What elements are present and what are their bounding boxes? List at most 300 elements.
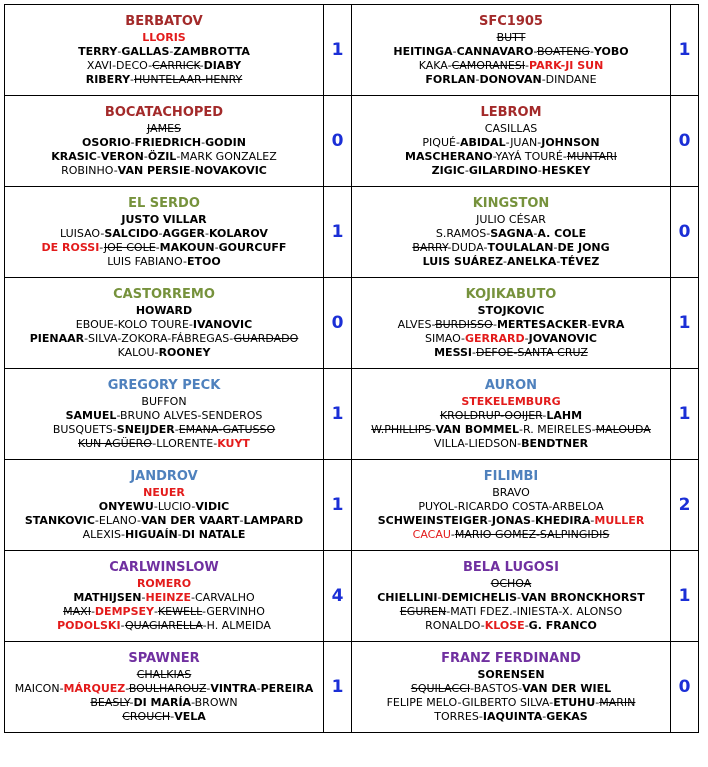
lineup-line	[5, 710, 323, 724]
team-name: CASTORREMO	[113, 287, 215, 302]
separator: -	[239, 514, 244, 527]
separator: -	[492, 150, 496, 163]
separator: -	[478, 710, 483, 723]
player-name: VIDIC	[195, 500, 230, 513]
player-name: MATI FDEZ.	[450, 605, 513, 618]
lineup-line	[5, 318, 323, 332]
player-name: CAMORANESI	[451, 59, 526, 72]
separator: -	[595, 696, 600, 709]
team-name: BOCATACHOPED	[104, 105, 224, 120]
team-name: KINGSTON	[472, 196, 550, 211]
lineup-line	[352, 605, 670, 619]
team-score: 1	[324, 5, 352, 96]
player-name: ELANO	[98, 514, 137, 527]
separator: -	[229, 332, 234, 345]
lineup-line	[5, 605, 323, 619]
separator: -	[530, 514, 535, 527]
lineup-line	[352, 710, 670, 724]
player-name: TOULALAN	[487, 241, 554, 254]
player-name: DE ROSSI	[41, 241, 100, 254]
player-name: BRUNO ALVES	[120, 409, 198, 422]
player-name: ALEXIS	[82, 528, 122, 541]
team-name: SPAWNER	[128, 651, 200, 666]
player-name: BUFFON	[141, 395, 187, 408]
player-name: SENDEROS	[201, 409, 263, 422]
team-lineup-cell	[5, 551, 324, 642]
team-score: 1	[324, 642, 352, 733]
separator: -	[158, 227, 163, 240]
separator: -	[153, 500, 158, 513]
player-name: PARK-JI SUN	[529, 59, 604, 72]
team-score: 0	[671, 96, 699, 187]
separator: -	[155, 241, 160, 254]
team-lineup-cell	[352, 187, 671, 278]
player-name: SILVA	[88, 332, 118, 345]
separator: -	[191, 500, 196, 513]
separator: -	[505, 136, 511, 149]
player-name: BRAVO	[492, 486, 530, 499]
player-name: CROUCH	[122, 710, 171, 723]
separator: -	[446, 605, 451, 618]
separator: -	[524, 619, 529, 632]
team-lineup-cell	[5, 96, 324, 187]
separator: -	[167, 332, 172, 345]
lineup-line	[5, 241, 323, 255]
player-name: LAMPARD	[243, 514, 304, 527]
team-score: 1	[671, 5, 699, 96]
team-lineup-cell	[352, 551, 671, 642]
player-name: MAICON	[14, 682, 60, 695]
player-name: KROLDRUP	[439, 409, 501, 422]
lineup-line	[5, 255, 323, 269]
separator: -	[524, 332, 529, 345]
player-name: DEMPSEY	[94, 605, 154, 618]
player-name: ANELKA	[507, 255, 557, 268]
separator: -	[90, 605, 95, 618]
player-name: DIABY	[203, 59, 242, 72]
player-name: DONOVAN	[479, 73, 542, 86]
player-name: OSORIO	[82, 136, 131, 149]
separator: -	[486, 227, 491, 240]
separator: -	[206, 682, 211, 695]
player-name: HENRY	[205, 73, 243, 86]
team-lineup-cell	[352, 278, 671, 369]
lineup-line	[352, 591, 670, 605]
separator: -	[191, 591, 195, 604]
player-name: HESKEY	[541, 164, 591, 177]
separator: -	[130, 136, 135, 149]
player-name: LUCIO	[157, 500, 192, 513]
player-name: SORENSEN	[477, 668, 545, 681]
player-name: GATUSSO	[222, 423, 276, 436]
player-name: MATHIJSEN	[73, 591, 142, 604]
lineup-line	[5, 213, 323, 227]
player-name: BOULHAROUZ	[128, 682, 207, 695]
player-name: GEKAS	[546, 710, 588, 723]
player-name: KOLO TOURE	[117, 318, 189, 331]
player-name: MÁRQUEZ	[63, 682, 126, 695]
player-name: HIGUAÍN	[125, 528, 178, 541]
team-lineup-cell	[5, 642, 324, 733]
team-name: JANDROV	[130, 469, 198, 484]
separator: -	[201, 136, 206, 149]
player-name: ÖZIL	[147, 150, 177, 163]
player-name: VELA	[174, 710, 206, 723]
player-name: SNEIJDER	[116, 423, 175, 436]
separator: -	[59, 682, 64, 695]
team-score: 1	[324, 460, 352, 551]
player-name: MASCHERANO	[405, 150, 493, 163]
player-name: VINTRA	[210, 682, 257, 695]
player-name: LUIS SUÁREZ	[422, 255, 504, 268]
lineup-line	[352, 486, 670, 500]
separator: -	[483, 241, 488, 254]
player-name: LLORENTE	[156, 437, 214, 450]
separator: -	[170, 710, 175, 723]
player-name: SALCIDO	[104, 227, 159, 240]
player-name: ABIDAL	[459, 136, 506, 149]
player-name: CANNAVARO	[456, 45, 534, 58]
player-name: MAXI	[63, 605, 91, 618]
player-name: BUSQUETS	[52, 423, 113, 436]
lineup-line	[5, 577, 323, 591]
player-name: RONALDO	[425, 619, 481, 632]
player-name: LLORIS	[142, 31, 186, 44]
player-name: DI NATALE	[181, 528, 246, 541]
separator: -	[197, 409, 202, 422]
player-name: BARRY	[412, 241, 448, 254]
player-name: STEKELEMBURG	[461, 395, 561, 408]
player-name: MAKOUN	[159, 241, 215, 254]
lineup-line	[352, 304, 670, 318]
lineup-line	[5, 437, 323, 451]
player-name: DEFOE	[476, 346, 514, 359]
player-name: TERRY	[78, 45, 118, 58]
team-score: 1	[324, 369, 352, 460]
lineup-line	[5, 500, 323, 514]
player-name: ALVES	[397, 318, 432, 331]
lineup-line	[352, 45, 670, 59]
lineup-line	[352, 500, 670, 514]
separator: -	[121, 528, 126, 541]
player-name: FÁBREGAS	[171, 332, 230, 345]
lineup-line	[352, 227, 670, 241]
separator: -	[112, 423, 117, 436]
team-name: LEBROM	[480, 105, 542, 120]
player-name: RIBERY	[85, 73, 131, 86]
separator: -	[148, 59, 153, 72]
separator: -	[199, 59, 204, 72]
separator: -	[100, 227, 105, 240]
separator: -	[154, 346, 159, 359]
player-name: LUIS FABIANO	[107, 255, 183, 268]
player-name: BOATENG	[537, 45, 590, 58]
lineup-line	[5, 346, 323, 360]
player-name: GALLAS	[121, 45, 170, 58]
lineup-line	[5, 227, 323, 241]
player-name: VILLA	[433, 437, 465, 450]
lineup-line	[5, 619, 323, 633]
match-row	[5, 187, 699, 278]
separator: -	[202, 619, 207, 632]
player-name: W.PHILLIPS	[371, 423, 432, 436]
player-name: FORLAN	[425, 73, 476, 86]
team-score: 1	[671, 551, 699, 642]
player-name: CASILLAS	[484, 122, 538, 135]
team-name: BELA LUGOSI	[463, 560, 559, 575]
lineup-line	[352, 696, 670, 710]
match-row	[5, 278, 699, 369]
player-name: STOJKOVIC	[477, 304, 545, 317]
player-name: KALOU	[117, 346, 155, 359]
separator: -	[117, 332, 122, 345]
team-score: 2	[671, 460, 699, 551]
player-name: PODOLSKI	[57, 619, 121, 632]
player-name: GODIN	[205, 136, 246, 149]
separator: -	[461, 332, 466, 345]
player-name: IAQUINTA	[482, 710, 543, 723]
player-name: ZAMBROTTA	[173, 45, 250, 58]
separator: -	[500, 409, 505, 422]
player-name: GUARDADO	[233, 332, 299, 345]
separator: -	[549, 696, 554, 709]
player-name: KUYT	[217, 437, 250, 450]
player-name: CHIELLINI	[377, 591, 438, 604]
player-name: JUAN	[510, 136, 538, 149]
player-name: DE JONG	[557, 241, 610, 254]
separator: -	[96, 150, 101, 163]
team-lineup-cell	[352, 369, 671, 460]
player-name: ETOO	[186, 255, 221, 268]
lineup-line	[5, 73, 323, 87]
player-name: KHEDIRA	[534, 514, 591, 527]
lineup-line	[352, 514, 670, 528]
player-name: PUYOL	[418, 500, 454, 513]
separator: -	[556, 255, 561, 268]
separator: -	[487, 514, 492, 527]
separator: -	[153, 605, 158, 618]
separator: -	[256, 682, 261, 695]
lineup-line	[352, 122, 670, 136]
player-name: ONYEWU	[98, 500, 154, 513]
player-name: SALPINGIDIS	[539, 528, 610, 541]
player-name: HEINZE	[145, 591, 191, 604]
separator: -	[213, 437, 218, 450]
separator: -	[450, 528, 455, 541]
separator: -	[541, 73, 546, 86]
team-lineup-cell	[5, 460, 324, 551]
player-name: CACAU	[412, 528, 451, 541]
lineup-line	[5, 31, 323, 45]
team-score: 1	[324, 187, 352, 278]
player-name: JOVANOVIC	[528, 332, 597, 345]
player-name: G. FRANCO	[528, 619, 597, 632]
team-lineup-cell	[352, 460, 671, 551]
player-name: LIEDSON	[468, 437, 518, 450]
separator: -	[202, 605, 207, 618]
player-name: SIMAO	[425, 332, 462, 345]
separator: -	[472, 346, 476, 359]
separator: -	[190, 164, 195, 177]
player-name: CHALKIAS	[136, 668, 192, 681]
lineup-line	[352, 346, 670, 360]
lineup-line	[5, 150, 323, 164]
lineup-line	[352, 31, 670, 45]
team-name: FILIMBI	[483, 469, 539, 484]
player-name: QUAGIARELLA	[124, 619, 203, 632]
match-row	[5, 551, 699, 642]
lineup-line	[352, 241, 670, 255]
player-name: MESSI	[434, 346, 473, 359]
separator: -	[188, 318, 193, 331]
lineup-line	[5, 164, 323, 178]
team-name: KOJIKABUTO	[465, 287, 557, 302]
separator: -	[517, 591, 521, 604]
player-name: BENDTNER	[521, 437, 589, 450]
separator: -	[169, 45, 174, 58]
player-name: EGUREN	[399, 605, 447, 618]
player-name: ROONEY	[158, 346, 211, 359]
player-name: KLOSE	[484, 619, 525, 632]
player-name: PIQUÉ	[422, 136, 456, 149]
lineup-line	[5, 528, 323, 542]
player-name: NOVAKOVIC	[194, 164, 267, 177]
player-name: VAN DER VAART	[140, 514, 240, 527]
team-name: FRANZ FERDINAND	[441, 651, 581, 666]
player-name: INIESTA	[516, 605, 559, 618]
separator: -	[143, 150, 148, 163]
player-name: RICARDO COSTA	[457, 500, 549, 513]
player-name: SCHWEINSTEIGER	[377, 514, 488, 527]
separator: -	[537, 164, 542, 177]
lineup-line	[5, 59, 323, 73]
lineup-line	[5, 486, 323, 500]
lineup-line	[5, 122, 323, 136]
player-name: KOLAROV	[209, 227, 268, 240]
player-name: JOHNSON	[541, 136, 600, 149]
team-lineup-cell	[5, 278, 324, 369]
player-name: SANTA CRUZ	[517, 346, 588, 359]
separator: -	[503, 255, 508, 268]
lineup-line	[352, 682, 670, 696]
player-name: YAYÁ TOURÉ	[495, 150, 563, 163]
player-name: PIENAAR	[29, 332, 85, 345]
player-name: ROMERO	[136, 577, 192, 590]
player-name: NEUER	[143, 486, 185, 499]
player-name: EVRA	[591, 318, 625, 331]
lineup-line	[5, 332, 323, 346]
player-name: XAVI	[86, 59, 113, 72]
team-name: BERBATOV	[125, 14, 203, 29]
player-name: H. ALMEIDA	[206, 619, 271, 632]
player-name: HOWARD	[135, 304, 193, 317]
separator: -	[480, 619, 485, 632]
lineup-line	[352, 332, 670, 346]
team-lineup-cell	[352, 96, 671, 187]
separator: -	[518, 682, 523, 695]
match-row	[5, 5, 699, 96]
team-name: CARLWINSLOW	[109, 560, 219, 575]
player-name: JONAS	[491, 514, 531, 527]
player-name: YOBO	[593, 45, 629, 58]
separator: -	[177, 528, 182, 541]
player-name: DUDA	[451, 241, 484, 254]
separator: -	[587, 318, 592, 331]
lineup-line	[352, 395, 670, 409]
separator: -	[533, 45, 538, 58]
separator: -	[130, 73, 135, 86]
player-name: ETUHU	[553, 696, 596, 709]
separator: -	[492, 318, 497, 331]
match-row	[5, 96, 699, 187]
lineup-line	[5, 136, 323, 150]
separator: -	[512, 605, 517, 618]
player-name: JUSTO VILLAR	[121, 213, 207, 226]
player-name: ROBINHO	[61, 164, 114, 177]
player-name: DINDANE	[545, 73, 597, 86]
separator: -	[94, 514, 99, 527]
player-name: MULLER	[594, 514, 645, 527]
separator: -	[129, 696, 134, 709]
separator: -	[464, 164, 469, 177]
separator: -	[475, 73, 480, 86]
player-name: HEITINGA	[393, 45, 453, 58]
lineup-line	[352, 423, 670, 437]
team-score: 4	[324, 551, 352, 642]
separator: -	[513, 346, 518, 359]
separator: -	[117, 45, 122, 58]
separator: -	[141, 591, 146, 604]
matchup-table-body	[5, 5, 699, 733]
separator: -	[447, 59, 452, 72]
player-name: MARIO GOMEZ	[454, 528, 536, 541]
separator: -	[517, 437, 522, 450]
separator: -	[136, 514, 141, 527]
team-name: GREGORY PECK	[107, 378, 221, 393]
lineup-line	[5, 423, 323, 437]
separator: -	[174, 423, 179, 436]
player-name: FELIPE MELO	[386, 696, 458, 709]
lineup-line	[352, 437, 670, 451]
separator: -	[125, 682, 129, 695]
team-name: SFC1905	[479, 14, 543, 29]
separator: -	[113, 164, 118, 177]
player-name: GERRARD	[465, 332, 525, 345]
separator: -	[457, 696, 462, 709]
team-score: 0	[324, 96, 352, 187]
player-name: JOE COLE	[103, 241, 156, 254]
player-name: MUNTARI	[566, 150, 617, 163]
separator: -	[533, 227, 538, 240]
player-name: KUN AGÜERO	[78, 437, 153, 450]
player-name: SQUILACCI	[410, 682, 471, 695]
player-name: VERON	[100, 150, 144, 163]
separator: -	[590, 514, 595, 527]
player-name: OOIJER	[504, 409, 543, 422]
lineup-line	[5, 45, 323, 59]
matchup-table	[4, 4, 699, 733]
team-score: 1	[671, 278, 699, 369]
player-name: BURDISSO	[435, 318, 493, 331]
player-name: LUISAO	[60, 227, 101, 240]
player-name: TORRES	[434, 710, 479, 723]
lineup-line	[352, 164, 670, 178]
lineup-line	[352, 619, 670, 633]
lineup-line	[352, 150, 670, 164]
player-name: BASTOS	[473, 682, 519, 695]
separator: -	[218, 423, 223, 436]
lineup-line	[5, 514, 323, 528]
